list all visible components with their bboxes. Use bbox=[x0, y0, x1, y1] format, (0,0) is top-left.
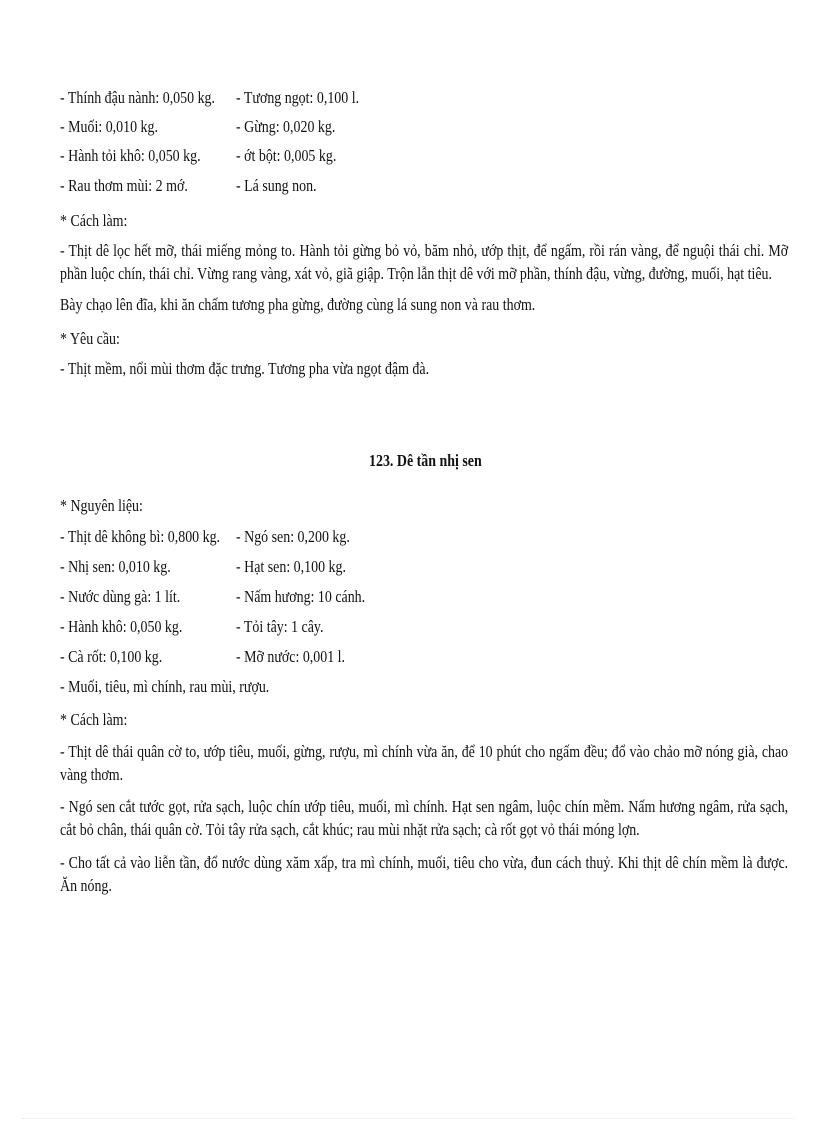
ingredient-seasonings: - Muối, tiêu, mì chính, rau mùi, rượu. bbox=[60, 677, 270, 696]
ingredient-oil: - Mỡ nước: 0,001 l. bbox=[236, 647, 346, 666]
ingredient-ginger: - Gừng: 0,020 kg. bbox=[236, 117, 336, 136]
ingredients-heading: * Nguyên liệu: bbox=[60, 496, 143, 515]
ingredient-chicken-stock: - Nước dùng gà: 1 lít. bbox=[60, 587, 181, 606]
method-step-1: - Thịt dê thái quân cờ to, ướp tiêu, muối, gừng, rượu, mì chính vừa ăn, để 10 phút cho ngấm đều; đổ vào chảo mỡ nóng già, chao vàng thơm. bbox=[60, 742, 789, 784]
ingredient-lotus-stamen: - Nhị sen: 0,010 kg. bbox=[60, 557, 171, 576]
method-heading-123: * Cách làm: bbox=[60, 710, 128, 729]
page-bottom-rule bbox=[22, 1118, 794, 1119]
ingredient-fig-leaves: - Lá sung non. bbox=[236, 176, 317, 195]
ingredient-goat-meat: - Thịt dê không bì: 0,800 kg. bbox=[60, 527, 221, 546]
ingredient-soy-powder: - Thính đậu nành: 0,050 kg. bbox=[60, 88, 216, 107]
requirement-heading: * Yêu cầu: bbox=[60, 329, 120, 348]
ingredient-herbs: - Rau thơm mùi: 2 mớ. bbox=[60, 176, 188, 195]
method-step-3: - Cho tất cả vào liễn tần, đổ nước dùng xăm xấp, tra mì chính, muối, tiêu cho vừa, đun cách thuỷ. Khi thịt dê chín mềm là được. Ăn nóng. bbox=[60, 853, 789, 895]
ingredient-leek: - Tỏi tây: 1 cây. bbox=[236, 617, 324, 636]
ingredient-shallot: - Hành khô: 0,050 kg. bbox=[60, 617, 183, 636]
ingredient-sweet-sauce: - Tương ngọt: 0,100 l. bbox=[236, 88, 360, 107]
method-paragraph: - Thịt dê lọc hết mỡ, thái miếng mỏng to. Hành tỏi gừng bỏ vỏ, băm nhỏ, ướp thịt, để ngấm, rồi rán vàng, để nguội thái chỉ. Mỡ phần luộc chín, thái chỉ. Vừng rang vàng, xát vỏ, giã giập. Trộn lẫn thịt dê với mỡ phần, thính đậu, vừng, đường, muối, hạt tiêu. bbox=[60, 241, 789, 283]
recipe-title: 123. Dê tần nhị sen bbox=[369, 451, 482, 470]
ingredient-lotus-seed: - Hạt sen: 0,100 kg. bbox=[236, 557, 346, 576]
ingredient-salt: - Muối: 0,010 kg. bbox=[60, 117, 158, 136]
serving-paragraph: Bày chạo lên đĩa, khi ăn chấm tương pha gừng, đường cùng lá sung non và rau thơm. bbox=[60, 295, 536, 314]
ingredient-chili-powder: - ớt bột: 0,005 kg. bbox=[236, 146, 337, 165]
ingredient-carrot: - Cà rốt: 0,100 kg. bbox=[60, 647, 163, 666]
requirement-paragraph: - Thịt mềm, nổi mùi thơm đặc trưng. Tương pha vừa ngọt đậm đà. bbox=[60, 359, 430, 378]
ingredient-shallot-garlic: - Hành tỏi khô: 0,050 kg. bbox=[60, 146, 201, 165]
ingredient-shiitake: - Nấm hương: 10 cánh. bbox=[236, 587, 366, 606]
method-heading: * Cách làm: bbox=[60, 211, 128, 230]
method-step-2: - Ngó sen cắt tước gọt, rửa sạch, luộc chín ướp tiêu, muối, mì chính. Hạt sen ngâm, luộc chín mềm. Nấm hương ngâm, rửa sạch, cắt bỏ chân, thái quân cờ. Tỏi tây rửa sạch, cắt khúc; rau mùi nhặt rửa sạch; cà rốt gọt vỏ thái móng lợn. bbox=[60, 797, 789, 839]
ingredient-lotus-root: - Ngó sen: 0,200 kg. bbox=[236, 527, 350, 546]
